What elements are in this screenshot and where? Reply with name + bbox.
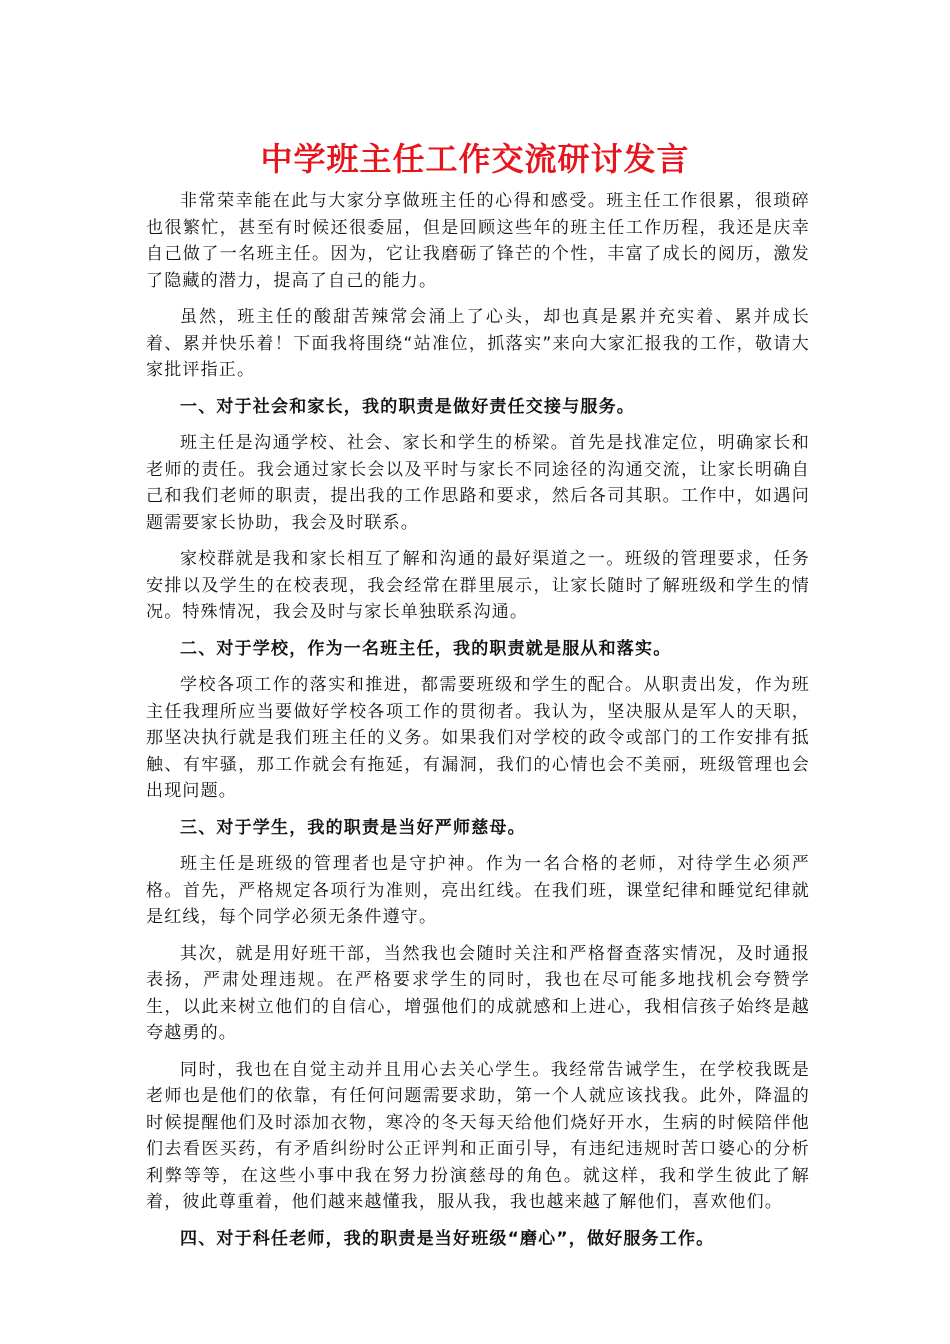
document-body [146, 188, 810, 1262]
paragraph: 学校各项工作的落实和推进，都需要班级和学生的配合。从职责出发，作为班主任我理所应当要做好学校各项工作的贯彻者。我认为，坚决服从是军人的天职，那坚决执行就是我们班主任的义务。如果我们对学校的政令或部门的工作安排有抵触、有牢骚，那工作就会有拖延，有漏洞，我们的心情也会不美丽，班级管理也会出现问题。 [146, 675, 810, 801]
paragraph: 同时，我也在自觉主动并且用心去关心学生。我经常告诫学生，在学校我既是老师也是他们的依靠，有任何问题需要求助，第一个人就应该找我。此外，降温的时候提醒他们及时添加衣物，寒冷的冬天每天给他们烧好开水，生病的时候陪伴他们去看医买药，有矛盾纠纷时公正评判和正面引导，有违纪违规时苦口婆心的分析利弊等等，在这些小事中我在努力扮演慈母的角色。就这样，我和学生彼此了解着，彼此尊重着，他们越来越懂我，服从我，我也越来越了解他们，喜欢他们。 [146, 1059, 810, 1212]
document-title: 中学班主任工作交流研讨发言 [260, 140, 690, 178]
paragraph: 家校群就是我和家长相互了解和沟通的最好渠道之一。班级的管理要求，任务安排以及学生的在校表现，我会经常在群里展示，让家长随时了解班级和学生的情况。特殊情况，我会及时与家长单独联系沟通。 [146, 549, 810, 622]
section-heading: 二、对于学校，作为一名班主任，我的职责就是服从和落实。 [180, 638, 672, 659]
paragraph: 班主任是班级的管理者也是守护神。作为一名合格的老师，对待学生必须严格。首先，严格规定各项行为准则，亮出红线。在我们班，课堂纪律和睡觉纪律就是红线，每个同学必须无条件遵守。 [146, 854, 810, 927]
paragraph: 班主任是沟通学校、社会、家长和学生的桥梁。首先是找准定位，明确家长和老师的责任。我会通过家长会以及平时与家长不同途径的沟通交流，让家长明确自己和我们老师的职责，提出我的工作思路和要求，然后各司其职。工作中，如遇问题需要家长协助，我会及时联系。 [146, 433, 810, 533]
paragraph: 虽然，班主任的酸甜苦辣常会涌上了心头，却也真是累并充实着、累并成长着、累并快乐着！下面我将围绕“站准位，抓落实”来向大家汇报我的工作，敬请大家批评指正。 [146, 307, 810, 380]
section-heading: 一、对于社会和家长，我的职责是做好责任交接与服务。 [180, 396, 635, 417]
section-heading: 三、对于学生，我的职责是当好严师慈母。 [180, 817, 526, 838]
paragraph: 其次，就是用好班干部，当然我也会随时关注和严格督查落实情况，及时通报表扬，严肃处理违规。在严格要求学生的同时，我也在尽可能多地找机会夸赞学生，以此来树立他们的自信心，增强他们的成就感和上进心，我相信孩子始终是越夸越勇的。 [146, 943, 810, 1043]
paragraph: 非常荣幸能在此与大家分享做班主任的心得和感受。班主任工作很累，很琐碎也很繁忙，甚至有时候还很委屈，但是回顾这些年的班主任工作历程，我还是庆幸自己做了一名班主任。因为，它让我磨砺了锋芒的个性，丰富了成长的阅历，激发了隐藏的潜力，提高了自己的能力。 [146, 191, 810, 291]
section-heading: 四、对于科任老师，我的职责是当好班级“磨心”，做好服务工作。 [180, 1228, 715, 1249]
